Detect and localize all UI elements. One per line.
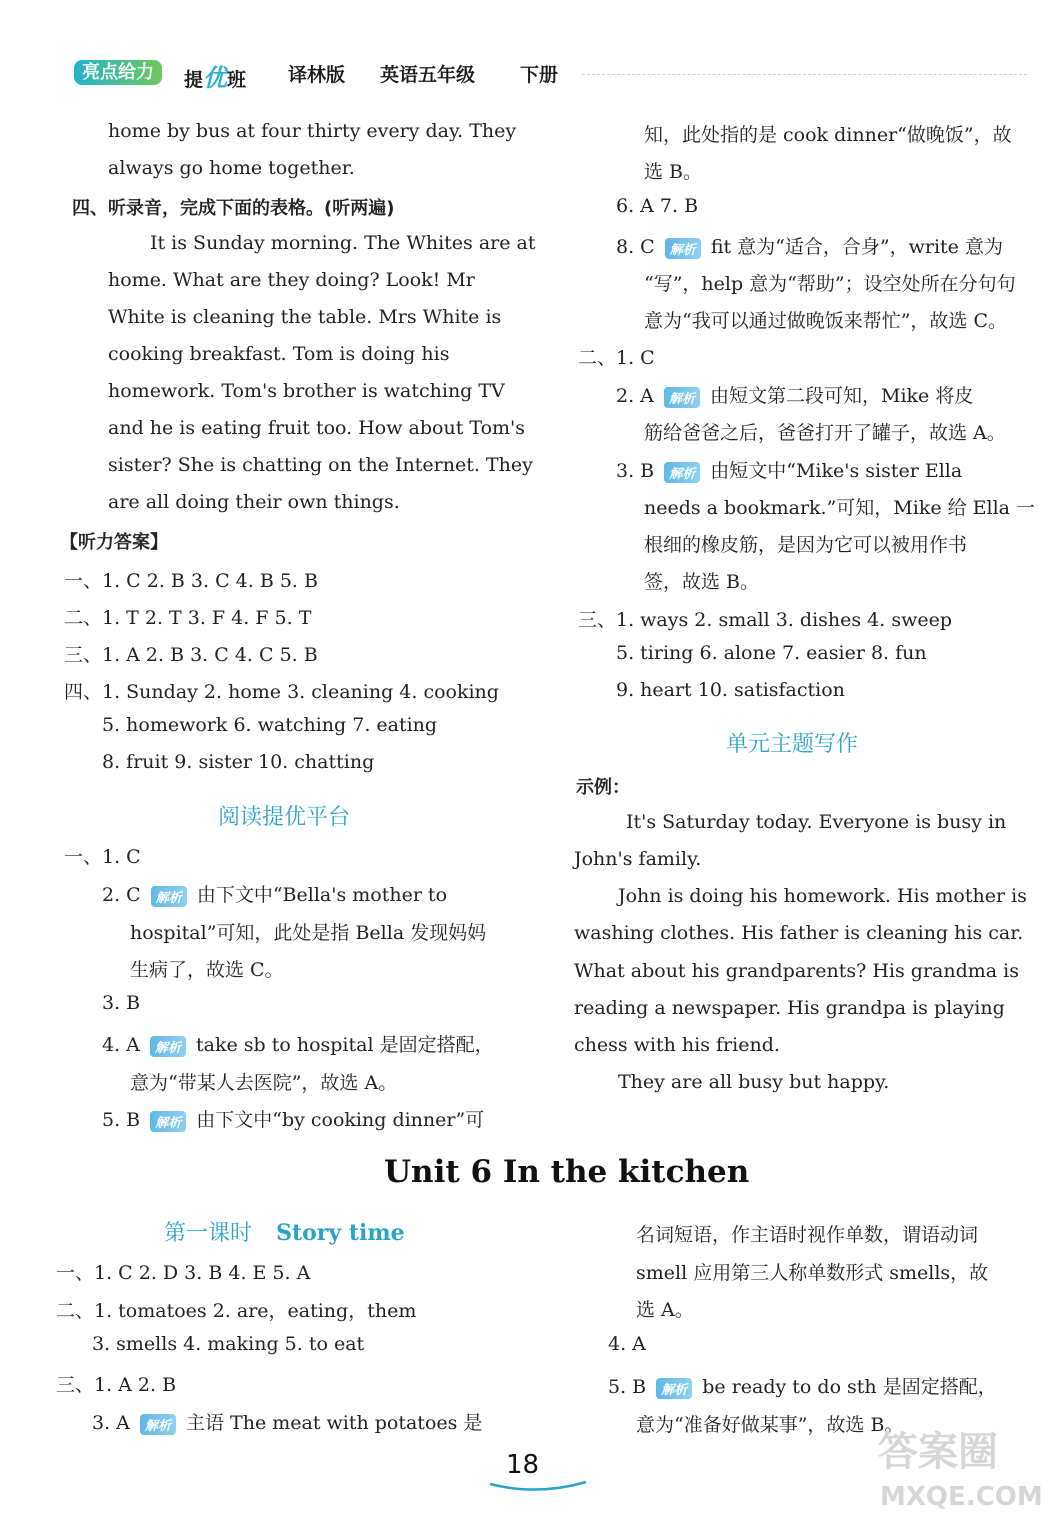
analysis-text: take sb to hospital 是固定搭配， xyxy=(196,1034,494,1056)
reading-section-title: 阅读提优平台 xyxy=(218,805,351,830)
watermark-url: MXQE.COM xyxy=(880,1482,1043,1512)
answer-line: 二、1. C xyxy=(578,347,655,369)
brand-text: 亮点给力 xyxy=(74,60,162,85)
answer-line: 4. A xyxy=(608,1333,646,1355)
analysis-text: 由下文中“by cooking dinner”可 xyxy=(196,1109,485,1131)
answer-line: 二、1. tomatoes 2. are，eating，them xyxy=(56,1300,417,1322)
answer-line: 四、1. Sunday 2. home 3. cleaning 4. cooking xyxy=(64,681,499,703)
answer-line: 5. homework 6. watching 7. eating xyxy=(102,714,438,736)
essay-line: They are all busy but happy. xyxy=(618,1071,890,1093)
text-line: home by bus at four thirty every day. They xyxy=(108,120,517,142)
answer-line: 3. B xyxy=(102,992,141,1014)
listening-heading: 【听力答案】 xyxy=(60,532,168,553)
essay-line: John is doing his homework. His mother is xyxy=(618,885,1027,907)
answer-line: 三、1. ways 2. small 3. dishes 4. sweep xyxy=(578,609,952,631)
unit-title: Unit 6 In the kitchen xyxy=(384,1154,750,1190)
essay-line: washing clothes. His father is cleaning his car. xyxy=(574,922,1024,944)
answer-num: 2. A xyxy=(616,385,654,407)
analysis-tag: 解析 xyxy=(150,1036,186,1057)
analysis-tag: 解析 xyxy=(656,1378,692,1399)
answer-line: 9. heart 10. satisfaction xyxy=(616,679,845,701)
lesson-label: 第一课时 xyxy=(164,1221,253,1246)
subject: 英语五年级 xyxy=(380,64,476,86)
text-line: hospital”可知，此处是指 Bella 发现妈妈 xyxy=(130,922,487,944)
essay-line: John's family. xyxy=(574,848,702,870)
analysis-tag: 解析 xyxy=(151,886,187,907)
answer-line xyxy=(92,1408,482,1435)
essay-line: It's Saturday today. Everyone is busy in xyxy=(626,811,1007,833)
answer-num: 3. A xyxy=(92,1412,130,1434)
series-ti: 提 xyxy=(184,69,204,91)
analysis-tag: 解析 xyxy=(665,238,701,259)
text-line: 知，此处指的是 cook dinner“做晚饭”，故 xyxy=(644,124,1012,146)
analysis-text: fit 意为“适合，合身”，write 意为 xyxy=(710,236,1003,258)
text-line: needs a bookmark.”可知，Mike 给 Ella 一 xyxy=(644,497,1036,519)
answer-line: 一、1. C 2. B 3. C 4. B 5. B xyxy=(64,570,318,592)
header-rule xyxy=(582,74,1027,75)
brand-badge xyxy=(74,58,162,84)
answer-line: 三、1. A 2. B 3. C 4. C 5. B xyxy=(64,644,318,666)
text-line: and he is eating fruit too. How about Tom's xyxy=(108,417,526,439)
text-line: homework. Tom's brother is watching TV xyxy=(108,380,505,402)
answer-line: 一、1. C 2. D 3. B 4. E 5. A xyxy=(56,1262,311,1284)
series-you: 优 xyxy=(203,64,228,92)
text-line: 选 A。 xyxy=(636,1299,694,1321)
analysis-tag: 解析 xyxy=(140,1414,176,1435)
watermark-logo: 答案圈 xyxy=(878,1429,998,1475)
text-line: 名词短语，作主语时视作单数，谓语动词 xyxy=(636,1224,979,1246)
text-line: 筋给爸爸之后，爸爸打开了罐子，故选 A。 xyxy=(644,422,1006,444)
answer-line: 5. tiring 6. alone 7. easier 8. fun xyxy=(616,642,927,664)
answer-line xyxy=(102,880,447,907)
essay-line: reading a newspaper. His grandpa is playing xyxy=(574,997,1005,1019)
text-line: 意为“我可以通过做晚饭来帮忙”，故选 C。 xyxy=(644,310,1008,332)
analysis-tag: 解析 xyxy=(664,387,700,408)
analysis-tag: 解析 xyxy=(664,462,700,483)
edition: 译林版 xyxy=(288,64,346,86)
text-line: 意为“带某人去医院”，故选 A。 xyxy=(130,1072,398,1094)
series-ban: 班 xyxy=(227,69,247,91)
text-line: always go home together. xyxy=(108,157,355,179)
text-line: smell 应用第三人称单数形式 smells，故 xyxy=(636,1262,989,1284)
writing-section-title: 单元主题写作 xyxy=(726,732,859,757)
answer-num: 8. C xyxy=(616,236,655,258)
example-label: 示例： xyxy=(576,777,630,798)
answer-num: 3. B xyxy=(616,460,655,482)
analysis-tag: 解析 xyxy=(150,1111,186,1132)
text-line: sister? She is chatting on the Internet. They xyxy=(108,454,533,476)
text-line: “写”，help 意为“帮助”；设空处所在分句句 xyxy=(644,273,1016,295)
text-line: White is cleaning the table. Mrs White is xyxy=(108,306,502,328)
answer-line xyxy=(608,1372,997,1399)
text-line: It is Sunday morning. The Whites are at xyxy=(150,232,536,254)
section-title: 四、听录音，完成下面的表格。(听两遍) xyxy=(72,198,395,219)
text-line: are all doing their own things. xyxy=(108,491,400,513)
text-line: 签，故选 B。 xyxy=(644,571,760,593)
answer-line xyxy=(616,456,962,483)
answer-line xyxy=(616,381,973,408)
answer-num: 5. B xyxy=(608,1376,647,1398)
volume: 下册 xyxy=(520,64,559,86)
page-number-swoosh xyxy=(488,1480,588,1494)
answer-line: 二、1. T 2. T 3. F 4. F 5. T xyxy=(64,607,312,629)
analysis-text: be ready to do sth 是固定搭配， xyxy=(702,1376,997,1398)
answer-line xyxy=(102,1105,484,1132)
text-line: 生病了，故选 C。 xyxy=(130,959,284,981)
lesson-heading xyxy=(164,1216,405,1247)
answer-line: 三、1. A 2. B xyxy=(56,1374,177,1396)
answer-line: 8. fruit 9. sister 10. chatting xyxy=(102,751,375,773)
answer-num: 5. B xyxy=(102,1109,141,1131)
answer-line xyxy=(616,232,1003,259)
analysis-text: 由短文中“Mike's sister Ella xyxy=(710,460,963,482)
essay-line: What about his grandparents? His grandma is xyxy=(574,960,1019,982)
answer-num: 4. A xyxy=(102,1034,140,1056)
essay-line: chess with his friend. xyxy=(574,1034,780,1056)
answer-line: 6. A 7. B xyxy=(616,195,699,217)
answer-line xyxy=(102,1030,494,1057)
analysis-text: 由下文中“Bella's mother to xyxy=(196,884,448,906)
series-title xyxy=(184,58,246,93)
text-line: 选 B。 xyxy=(644,161,703,183)
text-line: cooking breakfast. Tom is doing his xyxy=(108,343,450,365)
analysis-text: 主语 The meat with potatoes 是 xyxy=(186,1412,483,1434)
lesson-story: Story time xyxy=(276,1220,405,1246)
answer-num: 2. C xyxy=(102,884,141,906)
text-line: home. What are they doing? Look! Mr xyxy=(108,269,475,291)
text-line: 根细的橡皮筋，是因为它可以被用作书 xyxy=(644,534,968,556)
answer-line: 一、1. C xyxy=(64,846,141,868)
text-line: 意为“准备好做某事”，故选 B。 xyxy=(636,1414,904,1436)
analysis-text: 由短文第二段可知，Mike 将皮 xyxy=(710,385,974,407)
page-number: 18 xyxy=(506,1450,540,1480)
answer-line: 3. smells 4. making 5. to eat xyxy=(92,1333,365,1355)
